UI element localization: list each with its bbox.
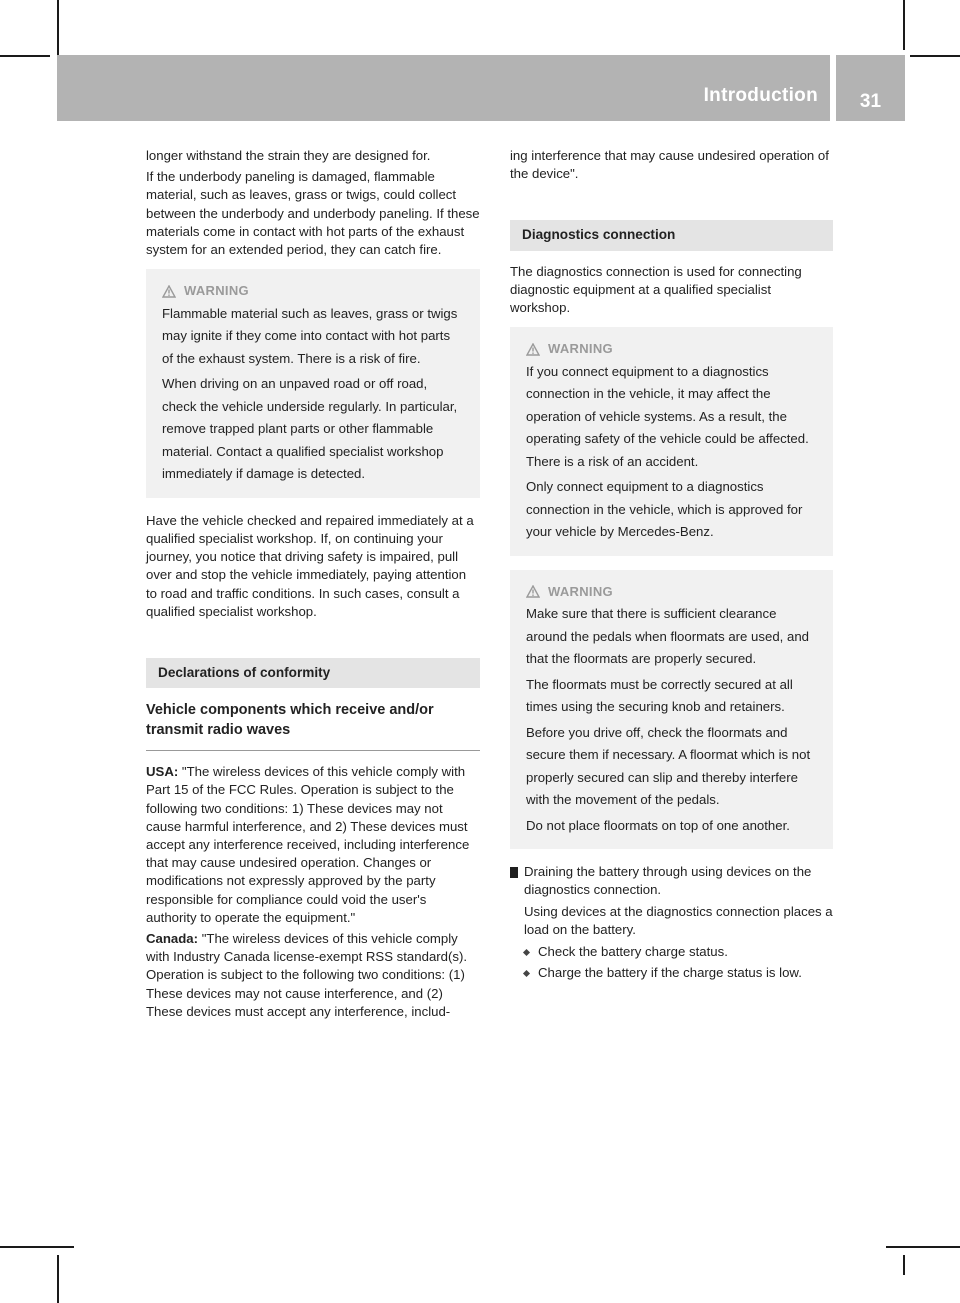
environmental-note xyxy=(510,863,833,939)
warning-box xyxy=(146,269,480,498)
warning-heading xyxy=(162,280,464,303)
divider xyxy=(146,750,480,751)
list-item-text: Charge the battery if the charge status is low. xyxy=(538,965,802,981)
chapter-title: Introduction xyxy=(703,85,818,106)
left-column xyxy=(146,147,480,1024)
warning-text: Flammable material such as leaves, grass or twigs may ignite if they come into contact with hot parts of the exhaust system. There is a risk of fire. xyxy=(162,305,458,366)
paragraph xyxy=(146,930,480,1021)
usa-text: "The wireless devices of this vehicle comply with Part 15 of the FCC Rules. Operation is subject to the following two conditions: 1) These devices may not cause harmful interference, and 2) These devices must accept any interference received, including interference that may cause undesired operation. Changes or modifications not expressly approved by the party responsible for compliance could void the user's authority to operate the equipment." xyxy=(146,764,470,925)
subheading: Vehicle components which receive and/or transmit radio waves xyxy=(146,702,434,739)
crop-mark xyxy=(57,1255,59,1303)
crop-mark xyxy=(910,55,960,57)
section-title: Diagnostics connection xyxy=(510,220,833,250)
warning-text: When driving on an unpaved road or off road, check the vehicle underside regularly. In particular, remove trapped plant parts or other flammable material. Contact a qualified specialist workshop immediately if damage is detected. xyxy=(162,376,458,482)
crop-mark xyxy=(903,0,905,50)
canada-label: Canada: xyxy=(146,930,199,946)
right-column xyxy=(510,147,833,985)
canada-text: "The wireless devices of this vehicle comply with Industry Canada license-exempt RSS standard(s). Operation is subject to the following two conditions: (1) These devices may not cause interference, and (2) These devices must accept any interference, includ- xyxy=(146,930,468,1019)
list-item-text: Check the battery charge status. xyxy=(538,944,728,960)
crop-mark xyxy=(0,55,50,57)
usa-label: USA: xyxy=(146,764,179,780)
warning-text: If you connect equipment to a diagnostics connection in the vehicle, it may affect the operation of vehicle systems. As a result, the operating safety of the vehicle could be affected. There is a risk of an accident. xyxy=(526,363,809,469)
paragraph xyxy=(146,763,480,927)
page-number: 31 xyxy=(836,55,905,121)
warning-title: WARNING xyxy=(548,341,613,357)
warning-heading xyxy=(526,338,817,361)
warning-title: WARNING xyxy=(184,283,249,299)
page-header xyxy=(57,55,830,121)
paragraph: ing interference that may cause undesired operation of the device". xyxy=(510,148,829,182)
warning-text: Do not place floormats on top of one another. xyxy=(526,817,790,833)
environmental-note-icon xyxy=(510,867,518,878)
warning-triangle-icon xyxy=(526,343,540,356)
warning-triangle-icon xyxy=(526,585,540,598)
crop-mark xyxy=(0,1246,74,1248)
crop-mark xyxy=(903,1255,905,1275)
warning-text: Make sure that there is sufficient clearance around the pedals when floormats are used, and that the floormats are properly secured. xyxy=(526,606,809,667)
warning-text: Only connect equipment to a diagnostics connection in the vehicle, which is approved for your vehicle by Mercedes-Benz. xyxy=(526,479,803,540)
warning-box xyxy=(510,570,833,850)
paragraph: If the underbody paneling is damaged, flammable material, such as leaves, grass or twigs, could collect between the underbody and underbody paneling. If these materials come in contact with hot parts of the exhaust system for an extended period, they can catch fire. xyxy=(146,169,480,258)
paragraph: The diagnostics connection is used for connecting diagnostic equipment at a qualified specialist workshop. xyxy=(510,263,802,316)
crop-mark xyxy=(886,1246,960,1248)
warning-heading xyxy=(526,581,817,604)
note-text: Draining the battery through using devices on the diagnostics connection. xyxy=(524,864,812,898)
warning-text: The floormats must be correctly secured at all times using the securing knob and retainers. xyxy=(526,676,793,715)
note-text: Using devices at the diagnostics connection places a load on the battery. xyxy=(524,903,833,937)
list-item xyxy=(510,964,833,982)
list-item xyxy=(510,943,833,961)
bullet-icon xyxy=(523,949,530,956)
warning-title: WARNING xyxy=(548,583,613,599)
warning-triangle-icon xyxy=(162,285,176,298)
warning-text: Before you drive off, check the floormats and secure them if necessary. A floormat which is not properly secured can slip and thereby interfere with the movement of the pedals. xyxy=(526,724,811,808)
section-title: Declarations of conformity xyxy=(146,658,480,688)
paragraph: Have the vehicle checked and repaired immediately at a qualified specialist workshop. If, on continuing your journey, you notice that driving safety is impaired, pull over and stop the vehicle immediately, paying attention to road and traffic conditions. In such cases, consult a qualified specialist workshop. xyxy=(146,512,474,619)
warning-box xyxy=(510,327,833,556)
bullet-icon xyxy=(523,970,530,977)
paragraph: longer withstand the strain they are designed for. xyxy=(146,148,431,163)
